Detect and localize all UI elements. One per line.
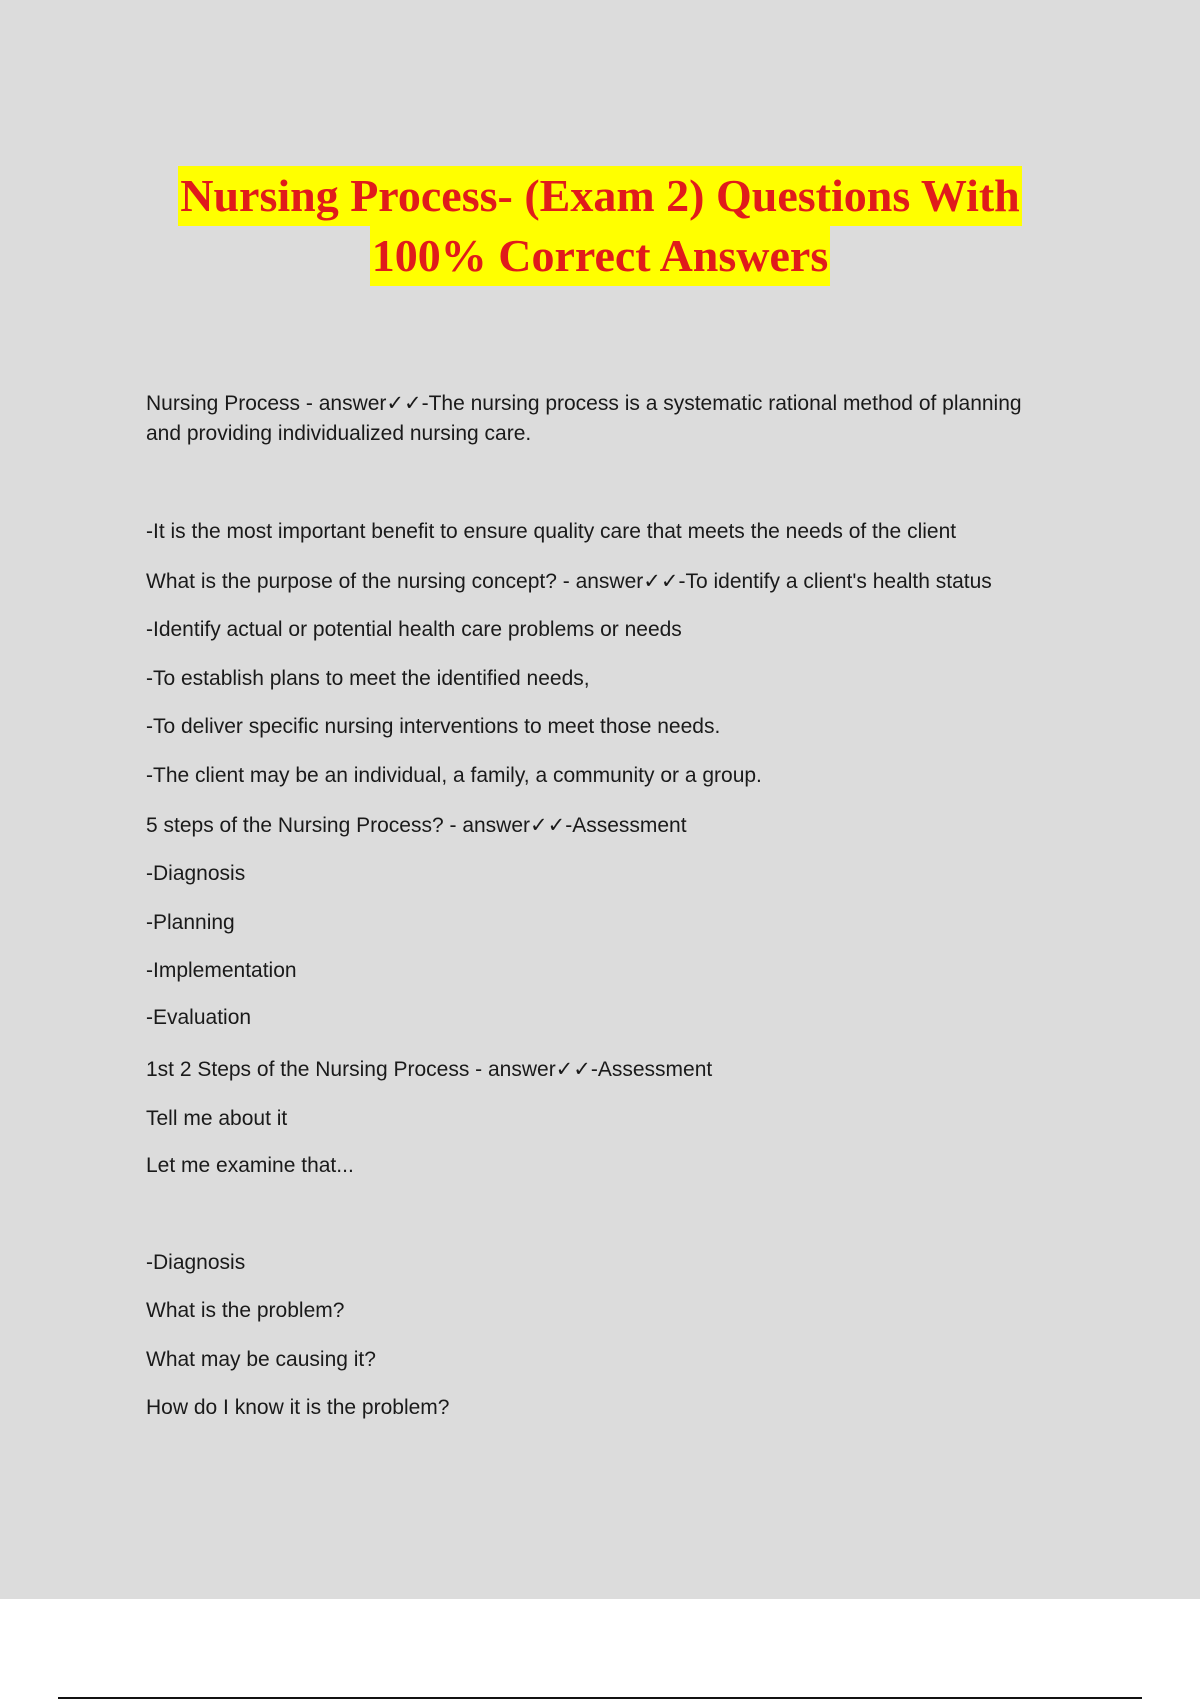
answer-line: -Planning — [146, 911, 235, 934]
question-line: What is the purpose of the nursing concept? - answer✓✓-To identify a client's health status — [146, 570, 992, 593]
answer-line: -Implementation — [146, 959, 297, 982]
answer-line: and providing individualized nursing care. — [146, 422, 532, 445]
question-line: 1st 2 Steps of the Nursing Process - answer✓✓-Assessment — [146, 1058, 713, 1081]
question-line: 5 steps of the Nursing Process? - answer✓✓-Assessment — [146, 814, 687, 837]
answer-line: What is the problem? — [146, 1299, 345, 1322]
document-title — [0, 166, 1200, 286]
answer-line: -Identify actual or potential health care problems or needs — [146, 618, 682, 641]
answer-line: -To deliver specific nursing interventions to meet those needs. — [146, 715, 721, 738]
answer-line: Let me examine that... — [146, 1154, 354, 1177]
answer-line: -It is the most important benefit to ensure quality care that meets the needs of the client — [146, 520, 957, 543]
answer-line: Tell me about it — [146, 1107, 288, 1130]
title-line-1: Nursing Process- (Exam 2) Questions With — [178, 166, 1022, 226]
answer-line: -Diagnosis — [146, 862, 246, 885]
answer-line: -To establish plans to meet the identified needs, — [146, 667, 590, 690]
title-line-2: 100% Correct Answers — [370, 226, 831, 286]
answer-line: Nursing Process - answer✓✓-The nursing process is a systematic rational method of planning — [146, 392, 1022, 415]
page-divider — [58, 1697, 1142, 1699]
answer-line: What may be causing it? — [146, 1348, 376, 1371]
answer-line: -Diagnosis — [146, 1251, 246, 1274]
answer-line: -The client may be an individual, a family, a community or a group. — [146, 764, 762, 787]
answer-line: -Evaluation — [146, 1006, 252, 1029]
answer-line: How do I know it is the problem? — [146, 1396, 450, 1419]
